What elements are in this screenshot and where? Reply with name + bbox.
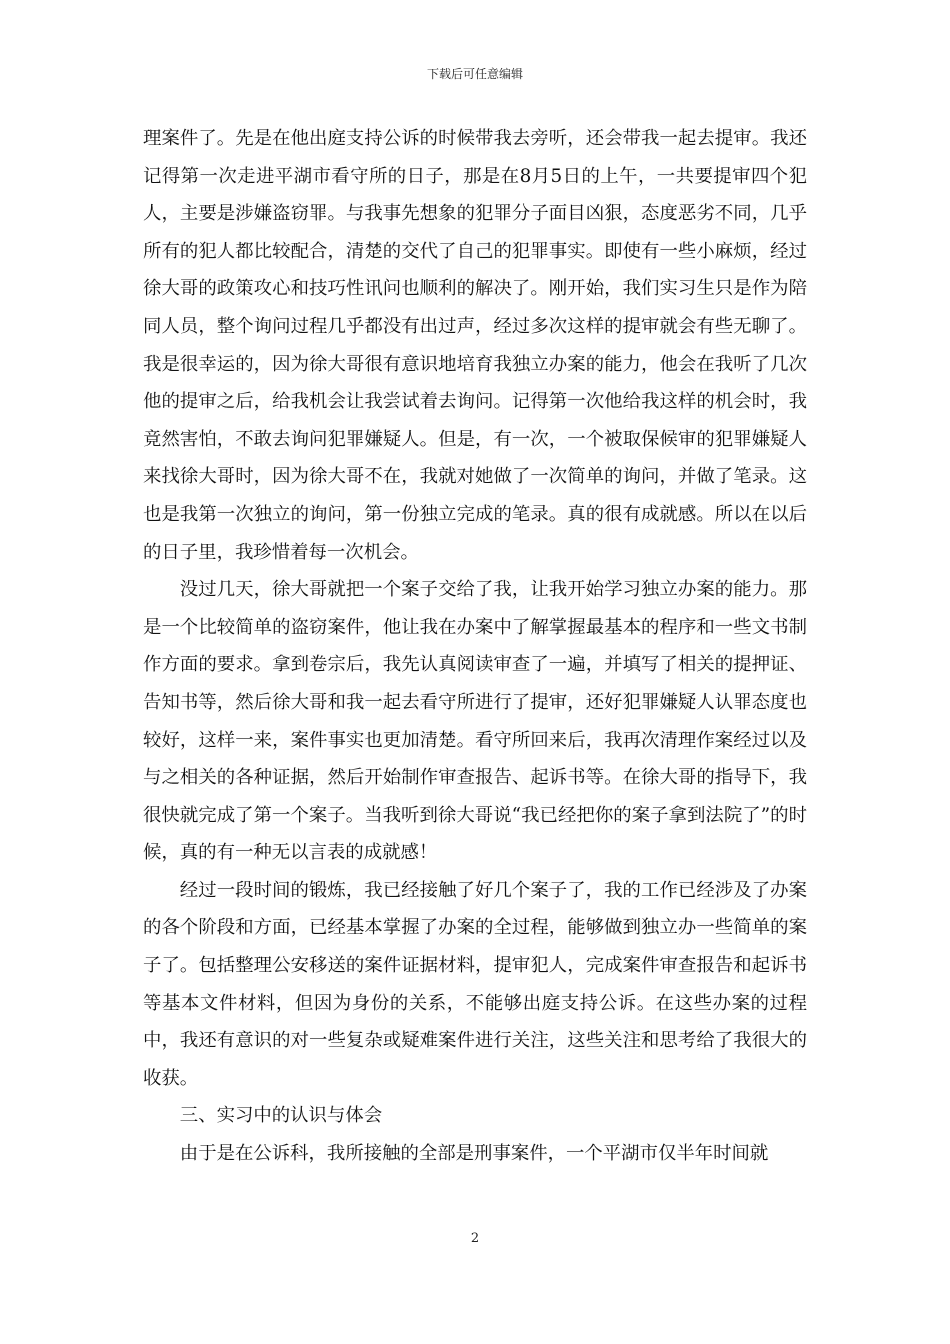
paragraph: 没过几天，徐大哥就把一个案子交给了我，让我开始学习独立办案的能力。那是一个比较简单的盗窃案件，他让我在办案中了解掌握最基本的程序和一些文书制作方面的要求。拿到卷宗后，我先认真阅读审查了一遍，并填写了相关的提押证、告知书等，然后徐大哥和我一起去看守所进行了提审，还好犯罪嫌疑人认罪态度也较好，这样一来，案件事实也更加清楚。看守所回来后，我再次清理作案经过以及与之相关的各种证据，然后开始制作审查报告、起诉书等。在徐大哥的指导下，我很快就完成了第一个案子。当我听到徐大哥说“我已经把你的案子拿到法院了”的时候，真的有一种无以言表的成就感！ bbox=[143, 579, 807, 864]
document-body bbox=[143, 120, 807, 1173]
page-header: 下载后可任意编辑 bbox=[426, 67, 523, 81]
paragraph-continuation: 理案件了。先是在他出庭支持公诉的时候带我去旁听，还会带我一起去提审。我还记得第一次走进平湖市看守所的日子，那是在8月5日的上午，一共要提审四个犯人，主要是涉嫌盗窃罪。与我事先想象的犯罪分子面目凶狠，态度恶劣不同，几乎所有的犯人都比较配合，清楚的交代了自己的犯罪事实。即使有一些小麻烦，经过徐大哥的政策攻心和技巧性讯问也顺利的解决了。刚开始，我们实习生只是作为陪同人员，整个询问过程几乎都没有出过声，经过多次这样的提审就会有些无聊了。我是很幸运的，因为徐大哥很有意识地培育我独立办案的能力，他会在我听了几次他的提审之后，给我机会让我尝试着去询问。记得第一次他给我这样的机会时，我竟然害怕，不敢去询问犯罪嫌疑人。但是，有一次，一个被取保候审的犯罪嫌疑人来找徐大哥时，因为徐大哥不在，我就对她做了一次简单的询问，并做了笔录。这也是我第一次独立的询问，第一份独立完成的笔录。真的很有成就感。所以在以后的日子里，我珍惜着每一次机会。 bbox=[143, 128, 807, 563]
paragraph: 由于是在公诉科，我所接触的全部是刑事案件，一个平湖市仅半年时间就 bbox=[179, 1143, 769, 1165]
section-heading: 三、实习中的认识与体会 bbox=[179, 1105, 383, 1127]
page-number: 2 bbox=[470, 1231, 480, 1246]
paragraph: 经过一段时间的锻炼，我已经接触了好几个案子了，我的工作已经涉及了办案的各个阶段和方面，已经基本掌握了办案的全过程，能够做到独立办一些简单的案子了。包括整理公安移送的案件证据材料，提审犯人，完成案件审查报告和起诉书等基本文件材料，但因为身份的关系，不能够出庭支持公诉。在这些办案的过程中，我还有意识的对一些复杂或疑难案件进行关注，这些关注和思考给了我很大的收获。 bbox=[143, 879, 807, 1089]
